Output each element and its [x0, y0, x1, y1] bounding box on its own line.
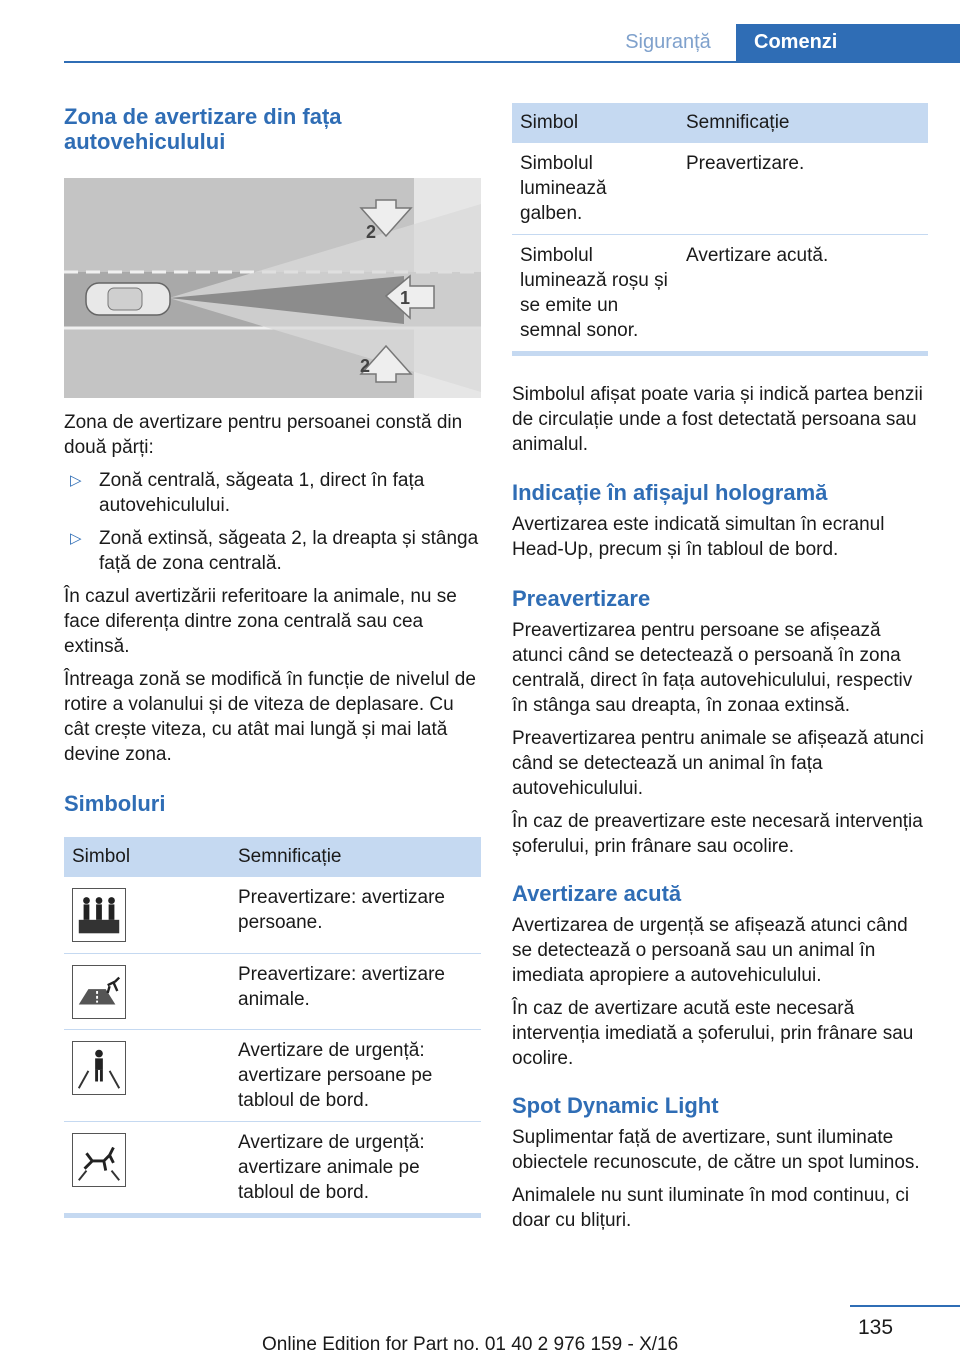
hologram-paragraph: Avertizarea este indicată simultan în ecranul Head-Up, precum și în tabloul de bord. — [512, 514, 885, 560]
symbol-cell — [64, 1121, 230, 1213]
meaning-cell: Preavertizare: avertizare animale. — [230, 953, 481, 1029]
section-label: Siguranță — [625, 31, 711, 53]
symbol-cell — [64, 953, 230, 1029]
zone-change-paragraph: Întreaga zonă se modifică în funcție de nivelul de rotire a volanului și de viteza de deplasare. Cu cât crește viteza, cu atât mai lungă și mai lată devine zona. — [64, 669, 476, 765]
animal-road-icon — [72, 965, 126, 1019]
acute-warning-paragraph: Avertizarea de urgență se afișează atunci când se detectează o persoană sau un animal în imediata apropiere a autovehiculului. — [512, 915, 908, 986]
pedestrian-warning-icon — [72, 1041, 126, 1095]
symbols-heading: Simboluri — [64, 791, 166, 816]
section-title-warning-zone: Zona de avertizare din fața autovehiculului — [64, 104, 342, 154]
table-row — [512, 143, 928, 235]
svg-text:1: 1 — [400, 288, 411, 308]
triangle-bullet-icon: ▷ — [70, 530, 82, 547]
table-row — [64, 877, 481, 953]
warning-zone-figure — [64, 178, 481, 398]
page-number: 135 — [858, 1316, 894, 1339]
column-header: Simbol — [512, 103, 678, 143]
chapter-tab[interactable]: Comenzi — [736, 24, 960, 61]
table-row — [512, 235, 928, 352]
symbols-table — [64, 837, 481, 1213]
right-column — [512, 103, 928, 1233]
acute-warning-heading: Avertizare acută — [512, 881, 682, 906]
symbol-state-cell: Simbolul luminează galben. — [512, 143, 678, 235]
table-header-row — [512, 103, 928, 143]
table-row — [64, 953, 481, 1029]
list-item: ▷ Zonă centrală, săgeata 1, direct în fața autovehiculului. — [70, 470, 425, 516]
left-column — [64, 104, 481, 1218]
symbol-cell — [64, 877, 230, 953]
table-bottom-rule — [512, 351, 928, 356]
prewarning-persons-paragraph: Preavertizarea pentru persoane se afișează atunci când se detectează o persoană în zona centrală, direct în fața autovehiculului, respectiv în stânga sau dreapta, în zonaa extinsă. — [512, 620, 913, 716]
column-header: Semnificație — [678, 103, 928, 143]
symbol-state-table — [512, 103, 928, 351]
meaning-cell: Avertizare de urgență: avertizare animale pe tabloul de bord. — [238, 1131, 425, 1203]
meaning-cell: Preavertizare: avertizare persoane. — [230, 877, 481, 953]
svg-text:2: 2 — [366, 222, 377, 242]
spot-dynamic-light-heading: Spot Dynamic Light — [512, 1093, 719, 1118]
hologram-heading: Indicație în afișajul hologramă — [512, 480, 828, 505]
list-item: ▷ Zonă extinsă, săgeata 2, la dreapta și stânga față de zona centrală. — [70, 528, 479, 574]
table-bottom-rule — [64, 1213, 481, 1218]
symbol-cell — [64, 1029, 230, 1121]
symbol-state-cell: Simbolul luminează roșu și se emite un semnal sonor. — [520, 245, 668, 341]
meaning-cell: Preavertizare. — [678, 143, 928, 235]
table-header-row — [64, 837, 481, 877]
triangle-bullet-icon: ▷ — [70, 472, 82, 489]
edition-note: Online Edition for Part no. 01 40 2 976 159 - X/16 — [262, 1334, 679, 1355]
prewarning-animals-paragraph: Preavertizarea pentru animale se afișează atunci când se detectează un animal în fața autovehiculului. — [512, 728, 924, 799]
prewarning-heading: Preavertizare — [512, 586, 651, 611]
meaning-cell: Avertizare de urgență: avertizare persoane pe tabloul de bord. — [230, 1029, 481, 1121]
zone-intro: Zona de avertizare pentru persoanei constă din două părți: — [64, 412, 463, 458]
table-row — [64, 1121, 481, 1213]
deer-warning-icon — [72, 1133, 126, 1187]
table-row — [64, 1029, 481, 1121]
column-header: Semnificație — [230, 837, 481, 877]
prewarning-intervention-paragraph: În caz de preavertizare este necesară intervenția șoferului, prin frânare sau ocolire. — [512, 811, 923, 857]
header-rule — [64, 61, 960, 63]
footer-rule — [850, 1305, 960, 1307]
symbol-varies-paragraph: Simbolul afișat poate varia și indică partea benzii de circulație unde a fost detectată persoana sau animalul. — [512, 384, 923, 455]
spot-paragraph: Suplimentar față de avertizare, sunt iluminate obiectele recunoscute, de către un spot luminos. — [512, 1127, 920, 1173]
svg-text:2: 2 — [360, 356, 371, 376]
warning-zone-illustration — [64, 178, 481, 398]
spot-animals-paragraph: Animalele nu sunt iluminate în mod continuu, ci doar cu blițuri. — [512, 1185, 910, 1231]
pedestrians-icon — [72, 888, 126, 942]
meaning-cell: Avertizare acută. — [686, 245, 829, 266]
zone-list — [64, 468, 481, 576]
acute-intervention-paragraph: În caz de avertizare acută este necesară intervenția imediată a șoferului, prin frânare sau ocolire. — [512, 998, 914, 1069]
animals-paragraph: În cazul avertizării referitoare la animale, nu se face diferența dintre zona centrală sau cea extinsă. — [64, 586, 457, 657]
column-header: Simbol — [64, 837, 230, 877]
